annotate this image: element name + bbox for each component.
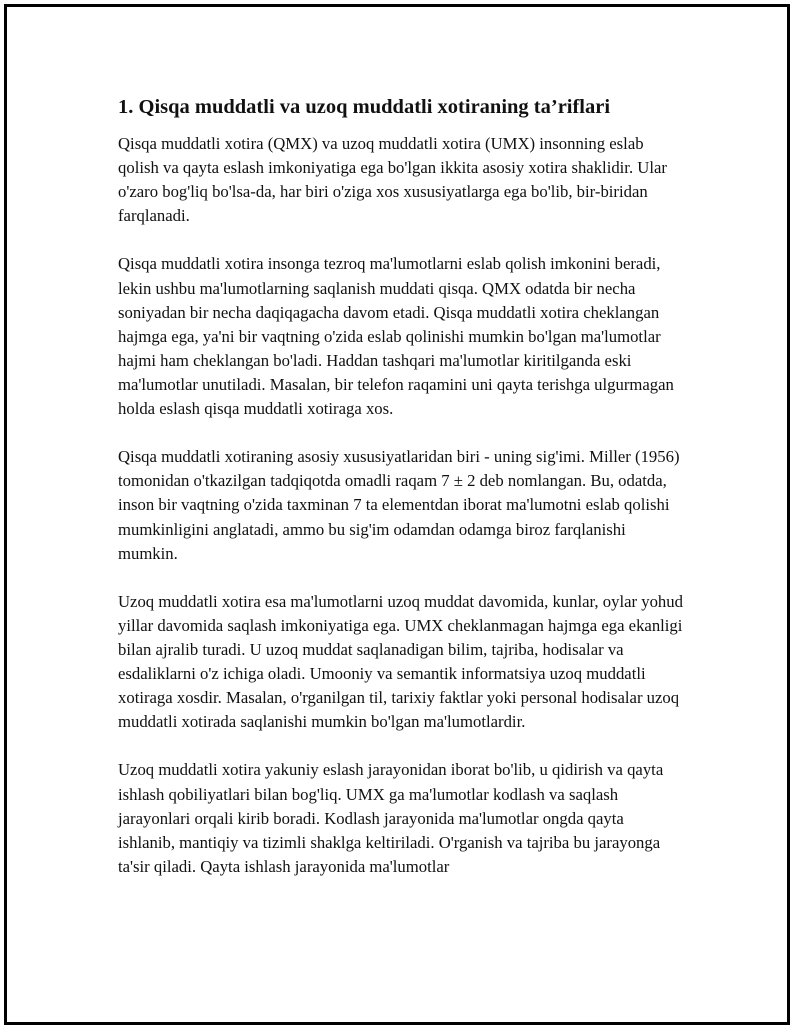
document-body bbox=[118, 94, 684, 903]
paragraph-3: Qisqa muddatli xotiraning asosiy xususiyatlaridan biri - uning sig'imi. Miller (1956) tomonidan o'tkazilgan tadqiqotda omadli raqam 7 ± 2 deb nomlangan. Bu, odatda, inson bir vaqtning o'zida taxminan 7 ta elementdan iborat ma'lumotni eslab qolishi mumkinligini anglatadi, ammo bu sig'im odamdan odamga biroz farqlanishi mumkin. bbox=[118, 447, 680, 563]
paragraph-4: Uzoq muddatli xotira esa ma'lumotlarni uzoq muddat davomida, kunlar, oylar yohud yillar davomida saqlash imkoniyatiga ega. UMX cheklanmagan hajmga ega ekanligi bilan ajralib turadi. U uzoq muddat saqlanadigan bilim, tajriba, hodisalar va esdaliklarni o'z ichiga oladi. Umooniy va semantik informatsiya uzoq muddatli xotiraga xosdir. Masalan, o'rganilgan til, tarixiy faktlar yoki personal hodisalar uzoq muddatli xotirada saqlanishi mumkin bo'lgan ma'lumotlardir. bbox=[118, 591, 683, 732]
paragraph-2: Qisqa muddatli xotira insonga tezroq ma'lumotlarni eslab qolish imkonini beradi, lekin ushbu ma'lumotlarning saqlanish muddati qisqa. QMX odatda bir necha soniyadan bir necha daqiqagacha davom etadi. Qisqa muddatli xotira cheklangan hajmga ega, ya'ni bir vaqtning o'zida eslab qolinishi mumkin bo'lgan ma'lumotlar hajmi ham cheklangan bo'ladi. Haddan tashqari ma'lumotlar kiritilganda eski ma'lumotlar unutiladi. Masalan, bir telefon raqamini uni qayta terishga ulgurmagan holda eslash qisqa muddatli xotiraga xos. bbox=[118, 254, 674, 419]
paragraph-1: Qisqa muddatli xotira (QMX) va uzoq muddatli xotira (UMX) insonning eslab qolish va qayta eslash imkoniyatiga ega bo'lgan ikkita asosiy xotira shaklidir. Ular o'zaro bog'liq bo'lsa-da, har biri o'ziga xos xususiyatlarga ega bo'lib, bir-biridan farqlanadi. bbox=[118, 134, 667, 226]
section-heading: 1. Qisqa muddatli va uzoq muddatli xotiraning ta’riflari bbox=[118, 96, 611, 118]
paragraph-5: Uzoq muddatli xotira yakuniy eslash jarayonidan iborat bo'lib, u qidirish va qayta ishlash qobiliyatlari bilan bog'liq. UMX ga ma'lumotlar kodlash va saqlash jarayonlari orqali kirib boradi. Kodlash jarayonida ma'lumotlar ongda qayta ishlanib, mantiqiy va tizimli shaklga keltiriladi. O'rganish va tajriba bu jarayonga ta'sir qiladi. Qayta ishlash jarayonida ma'lumotlar bbox=[118, 760, 664, 876]
